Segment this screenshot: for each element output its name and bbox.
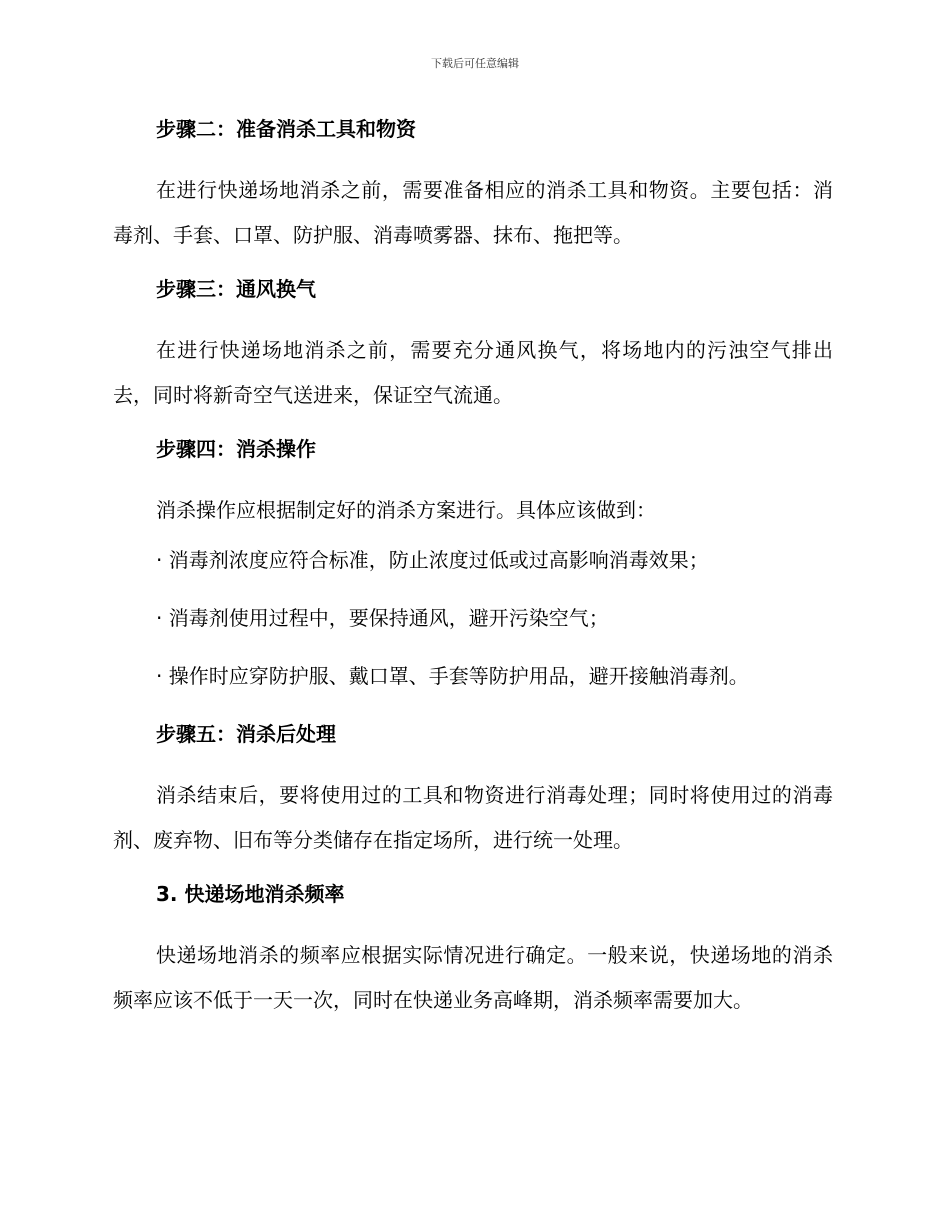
step5-paragraph: 消杀结束后，要将使用过的工具和物资进行消毒处理；同时将使用过的消毒剂、废弃物、旧布等分类储存在指定场所，进行统一处理。 [113, 783, 833, 852]
page-header: 下载后可任意编辑 [431, 57, 519, 70]
step2-heading: 步骤二：准备消杀工具和物资 [156, 117, 416, 141]
step4-paragraph: 消杀操作应根据制定好的消杀方案进行。具体应该做到： [156, 498, 656, 522]
section3-paragraph: 快递场地消杀的频率应根据实际情况进行确定。一般来说，快递场地的消杀频率应该不低于一天一次，同时在快递业务高峰期，消杀频率需要加大。 [113, 943, 833, 1012]
step4-bullet-3: · 操作时应穿防护服、戴口罩、手套等防护用品，避开接触消毒剂。 [156, 664, 749, 688]
step5-heading: 步骤五：消杀后处理 [156, 722, 336, 746]
step3-paragraph: 在进行快递场地消杀之前，需要充分通风换气，将场地内的污浊空气排出去，同时将新奇空气送进来，保证空气流通。 [113, 338, 833, 407]
step2-paragraph: 在进行快递场地消杀之前，需要准备相应的消杀工具和物资。主要包括：消毒剂、手套、口罩、防护服、消毒喷雾器、抹布、拖把等。 [113, 178, 833, 247]
step4-bullet-1: · 消毒剂浓度应符合标准，防止浓度过低或过高影响消毒效果； [156, 548, 709, 572]
step3-heading: 步骤三：通风换气 [156, 277, 316, 301]
document-body [113, 110, 833, 1035]
step4-heading: 步骤四：消杀操作 [156, 437, 316, 461]
step4-bullet-2: · 消毒剂使用过程中，要保持通风，避开污染空气； [156, 606, 609, 630]
section3-heading: 3. 快递场地消杀频率 [156, 882, 345, 906]
